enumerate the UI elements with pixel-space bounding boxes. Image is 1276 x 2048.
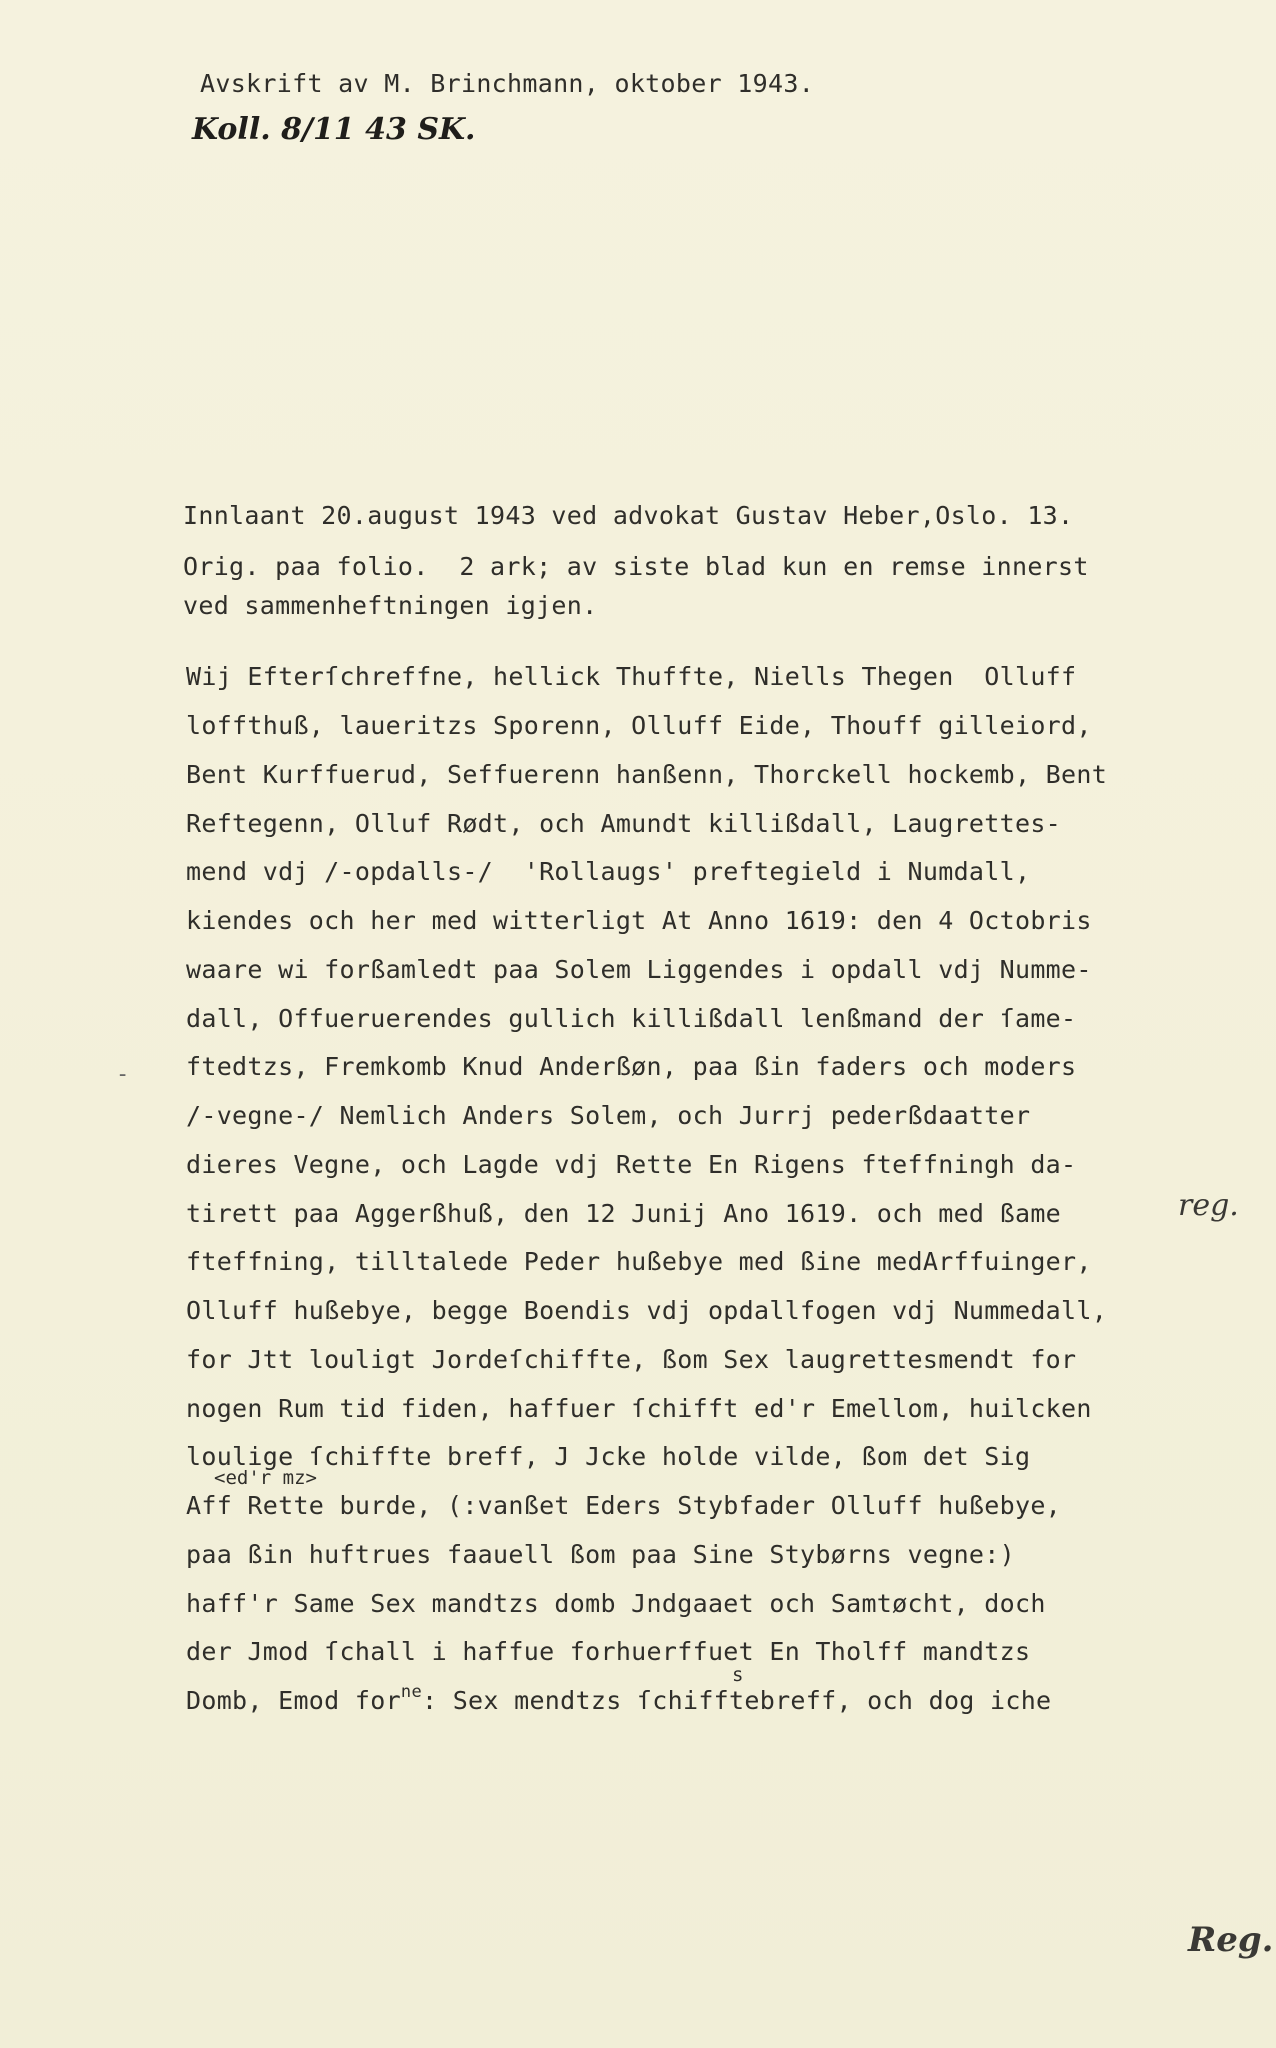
interline-insertion: <ed'r mz>: [214, 1467, 317, 1489]
intro-line-2: Orig. paa folio. 2 ark; av siste blad kun en remse innerst: [183, 552, 1089, 581]
transcript-line: loulige ſchiffte breff, J Jcke holde vilde, ßom det Sig: [186, 1442, 1031, 1471]
transcript-line: tirett paa Aggerßhuß, den 12 Junij Ano 1619. och med ßame: [186, 1199, 1062, 1228]
transcript-line: /-vegne-/ Nemlich Anders Solem, och Jurrj pederßdaatter: [186, 1101, 1031, 1130]
transcript-line-part: : Sex mendtzs ſchifftebreff, och dog iche: [422, 1686, 1052, 1715]
transcript-line: nogen Rum tid fiden, haffuer ſchifft ed'r Emellom, huilcken: [186, 1394, 1092, 1423]
transcript-line: Aff Rette burde, (:vanßet Eders Stybfader Olluff hußebye,: [186, 1491, 1062, 1520]
transcript-line: for Jtt louligt Jordeſchiffte, ßom Sex laugrettesmendt for: [186, 1345, 1077, 1374]
transcript-line: mend vdj /-opdalls-/ 'Rollaugs' preftegield i Numdall,: [186, 857, 1031, 886]
transcript-line: Bent Kurffuerud, Seffuerenn hanßenn, Thorckell hockemb, Bent: [186, 760, 1108, 789]
margin-note-reg: reg.: [1178, 1188, 1239, 1223]
transcript-line: ftedtzs, Fremkomb Knud Anderßøn, paa ßin faders och moders: [186, 1052, 1077, 1081]
handwritten-collation-note: Koll. 8/11 43 SK.: [192, 112, 476, 147]
transcript-line: Olluff hußebye, begge Boendis vdj opdallfogen vdj Nummedall,: [186, 1296, 1108, 1325]
transcript-line-part: Domb, Emod for: [186, 1686, 401, 1715]
intro-line-3: ved sammenheftningen igjen.: [183, 591, 598, 620]
transcript-line: dall, Offueruerendes gullich killißdall lenßmand der ſame-: [186, 1004, 1077, 1033]
transcript-line: dieres Vegne, och Lagde vdj Rette En Rigens fteffningh da-: [186, 1150, 1077, 1179]
transcript-line: Reftegenn, Olluf Rødt, och Amundt killißdall, Laugrettes-: [186, 809, 1062, 838]
transcript-line: waare wi forßamledt paa Solem Liggendes i opdall vdj Numme-: [186, 955, 1092, 984]
transcript-line: loffthuß, laueritzs Sporenn, Olluff Eide, Thouff gilleiord,: [186, 711, 1092, 740]
margin-dash: -: [116, 1062, 130, 1087]
transcript-line: Wij Efterſchreffne, hellick Thuffte, Niells Thegen Olluff: [186, 662, 1077, 691]
transcript-last-line: [186, 1682, 1052, 1718]
transcript-line: der Jmod ſchall i haffue forhuerffuet En Tholff mandtzs: [186, 1637, 1031, 1666]
transcript-line: fteffning, tilltalede Peder hußebye med ßine medArffuinger,: [186, 1247, 1092, 1276]
transcript-line: paa ßin huftrues faauell ßom paa Sine Stybørns vegne:): [186, 1540, 1015, 1569]
transcript-line: kiendes och her med witterligt At Anno 1619: den 4 Octobris: [186, 906, 1092, 935]
header-typed-line: Avskrift av M. Brinchmann, oktober 1943.: [200, 69, 815, 98]
superscript-ne: ne: [400, 1682, 422, 1702]
transcript-line: haff'r Same Sex mandtzs domb Jndgaaet och Samtøcht, doch: [186, 1589, 1046, 1618]
interline-s: s: [732, 1664, 744, 1686]
margin-note-reg-bottom: Reg.: [1188, 1920, 1274, 1960]
intro-line-1: Innlaant 20.august 1943 ved advokat Gustav Heber,Oslo. 13.: [183, 501, 1074, 530]
